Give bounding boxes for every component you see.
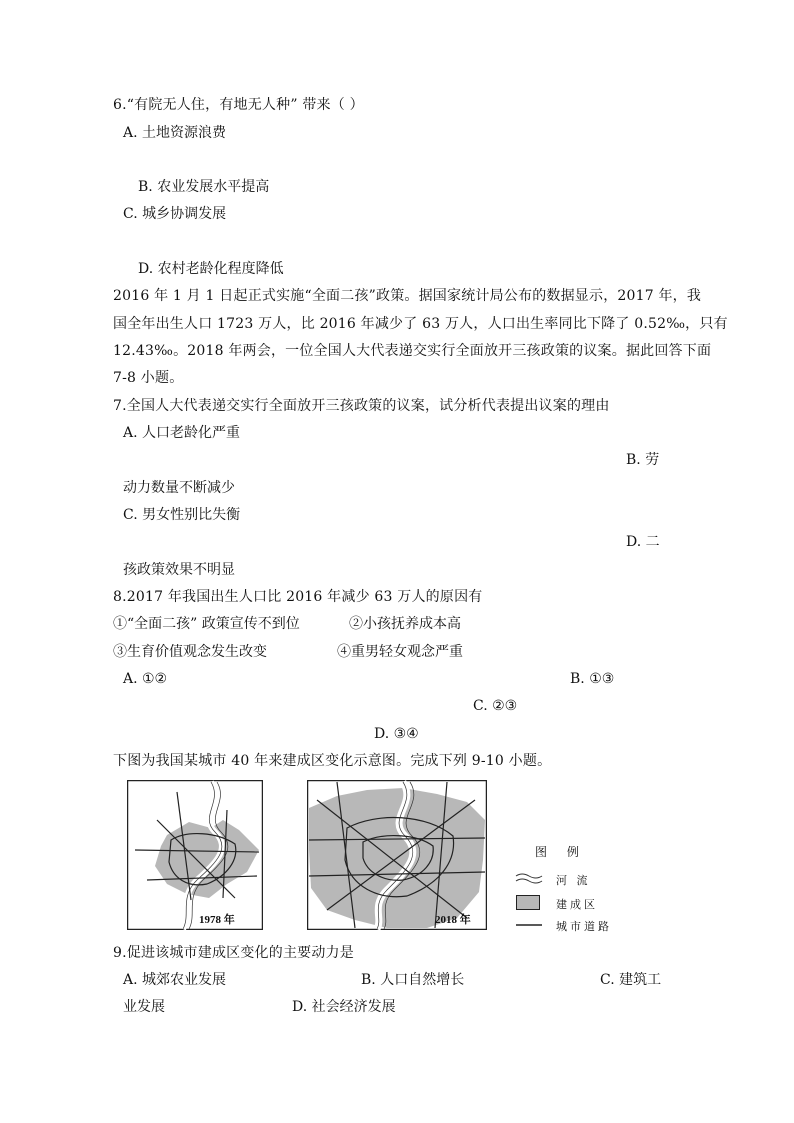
- map-2018: [307, 780, 487, 930]
- q8-statement-1: ①“全面二孩” 政策宣传不到位: [113, 616, 300, 632]
- passage-line-3: 12.43‰。2018 年两会，一位全国人大代表递交实行全面放开三孩政策的议案。据此回答下面: [113, 343, 712, 359]
- built-area-legend-icon: [516, 895, 540, 910]
- q7-option-b-start: B. 劳: [626, 452, 660, 468]
- q8-option-d: D. ③④: [374, 726, 419, 742]
- map-year-2018: 2018 年: [435, 914, 471, 926]
- q6-option-b: B. 农业发展水平提高: [138, 179, 270, 195]
- q8-stem: 8.2017 年我国出生人口比 2016 年减少 63 万人的原因有: [113, 589, 483, 605]
- q9-stem: 9.促进该城市建成区变化的主要动力是: [113, 945, 354, 961]
- q8-statement-4: ④重男轻女观念严重: [337, 644, 463, 660]
- q7-option-d-end: 孩政策效果不明显: [123, 562, 235, 578]
- q6-option-d: D. 农村老龄化程度降低: [138, 261, 284, 277]
- map-1978: [127, 780, 263, 930]
- passage-line-1: 2016 年 1 月 1 日起正式实施“全面二孩”政策。据国家统计局公布的数据显示，2017 年，我: [113, 288, 702, 304]
- river-legend-icon: [515, 872, 543, 884]
- q7-option-a: A. 人口老龄化严重: [123, 425, 241, 441]
- legend-built-label: 建成区: [556, 898, 598, 911]
- map-intro: 下图为我国某城市 40 年来建成区变化示意图。完成下列 9-10 小题。: [113, 753, 552, 769]
- legend-river-label: 河 流: [556, 874, 591, 887]
- q7-option-b-end: 动力数量不断减少: [123, 480, 235, 496]
- q8-option-c: C. ②③: [473, 698, 518, 714]
- q8-statement-3: ③生育价值观念发生改变: [113, 644, 267, 660]
- legend-road-label: 城市道路: [556, 920, 612, 933]
- q9-option-c-end: 业发展: [123, 999, 165, 1015]
- q6-option-c: C. 城乡协调发展: [123, 206, 227, 222]
- q7-stem: 7.全国人大代表递交实行全面放开三孩政策的议案，试分析代表提出议案的理由: [113, 398, 610, 414]
- q9-option-b: B. 人口自然增长: [361, 972, 465, 988]
- q8-option-b: B. ①③: [570, 671, 615, 687]
- q6-option-a: A. 土地资源浪费: [123, 125, 227, 141]
- q8-statement-2: ②小孩抚养成本高: [349, 616, 461, 632]
- q9-option-d: D. 社会经济发展: [292, 999, 396, 1015]
- q8-option-a: A. ①②: [123, 671, 168, 687]
- q7-option-d-start: D. 二: [626, 534, 660, 550]
- q9-option-a: A. 城郊农业发展: [123, 972, 227, 988]
- q7-option-c: C. 男女性别比失衡: [123, 507, 241, 523]
- road-legend-icon: [515, 922, 543, 928]
- legend-title: 图 例: [535, 845, 587, 859]
- passage-line-4: 7-8 小题。: [113, 370, 184, 386]
- q6-stem: 6.“有院无人住，有地无人种” 带来（ ）: [113, 97, 364, 113]
- q9-option-c-start: C. 建筑工: [600, 972, 662, 988]
- passage-line-2: 国全年出生人口 1723 万人，比 2016 年减少了 63 万人，人口出生率同比下降了 0.52‰，只有: [113, 316, 728, 332]
- map-year-1978: 1978 年: [199, 914, 235, 926]
